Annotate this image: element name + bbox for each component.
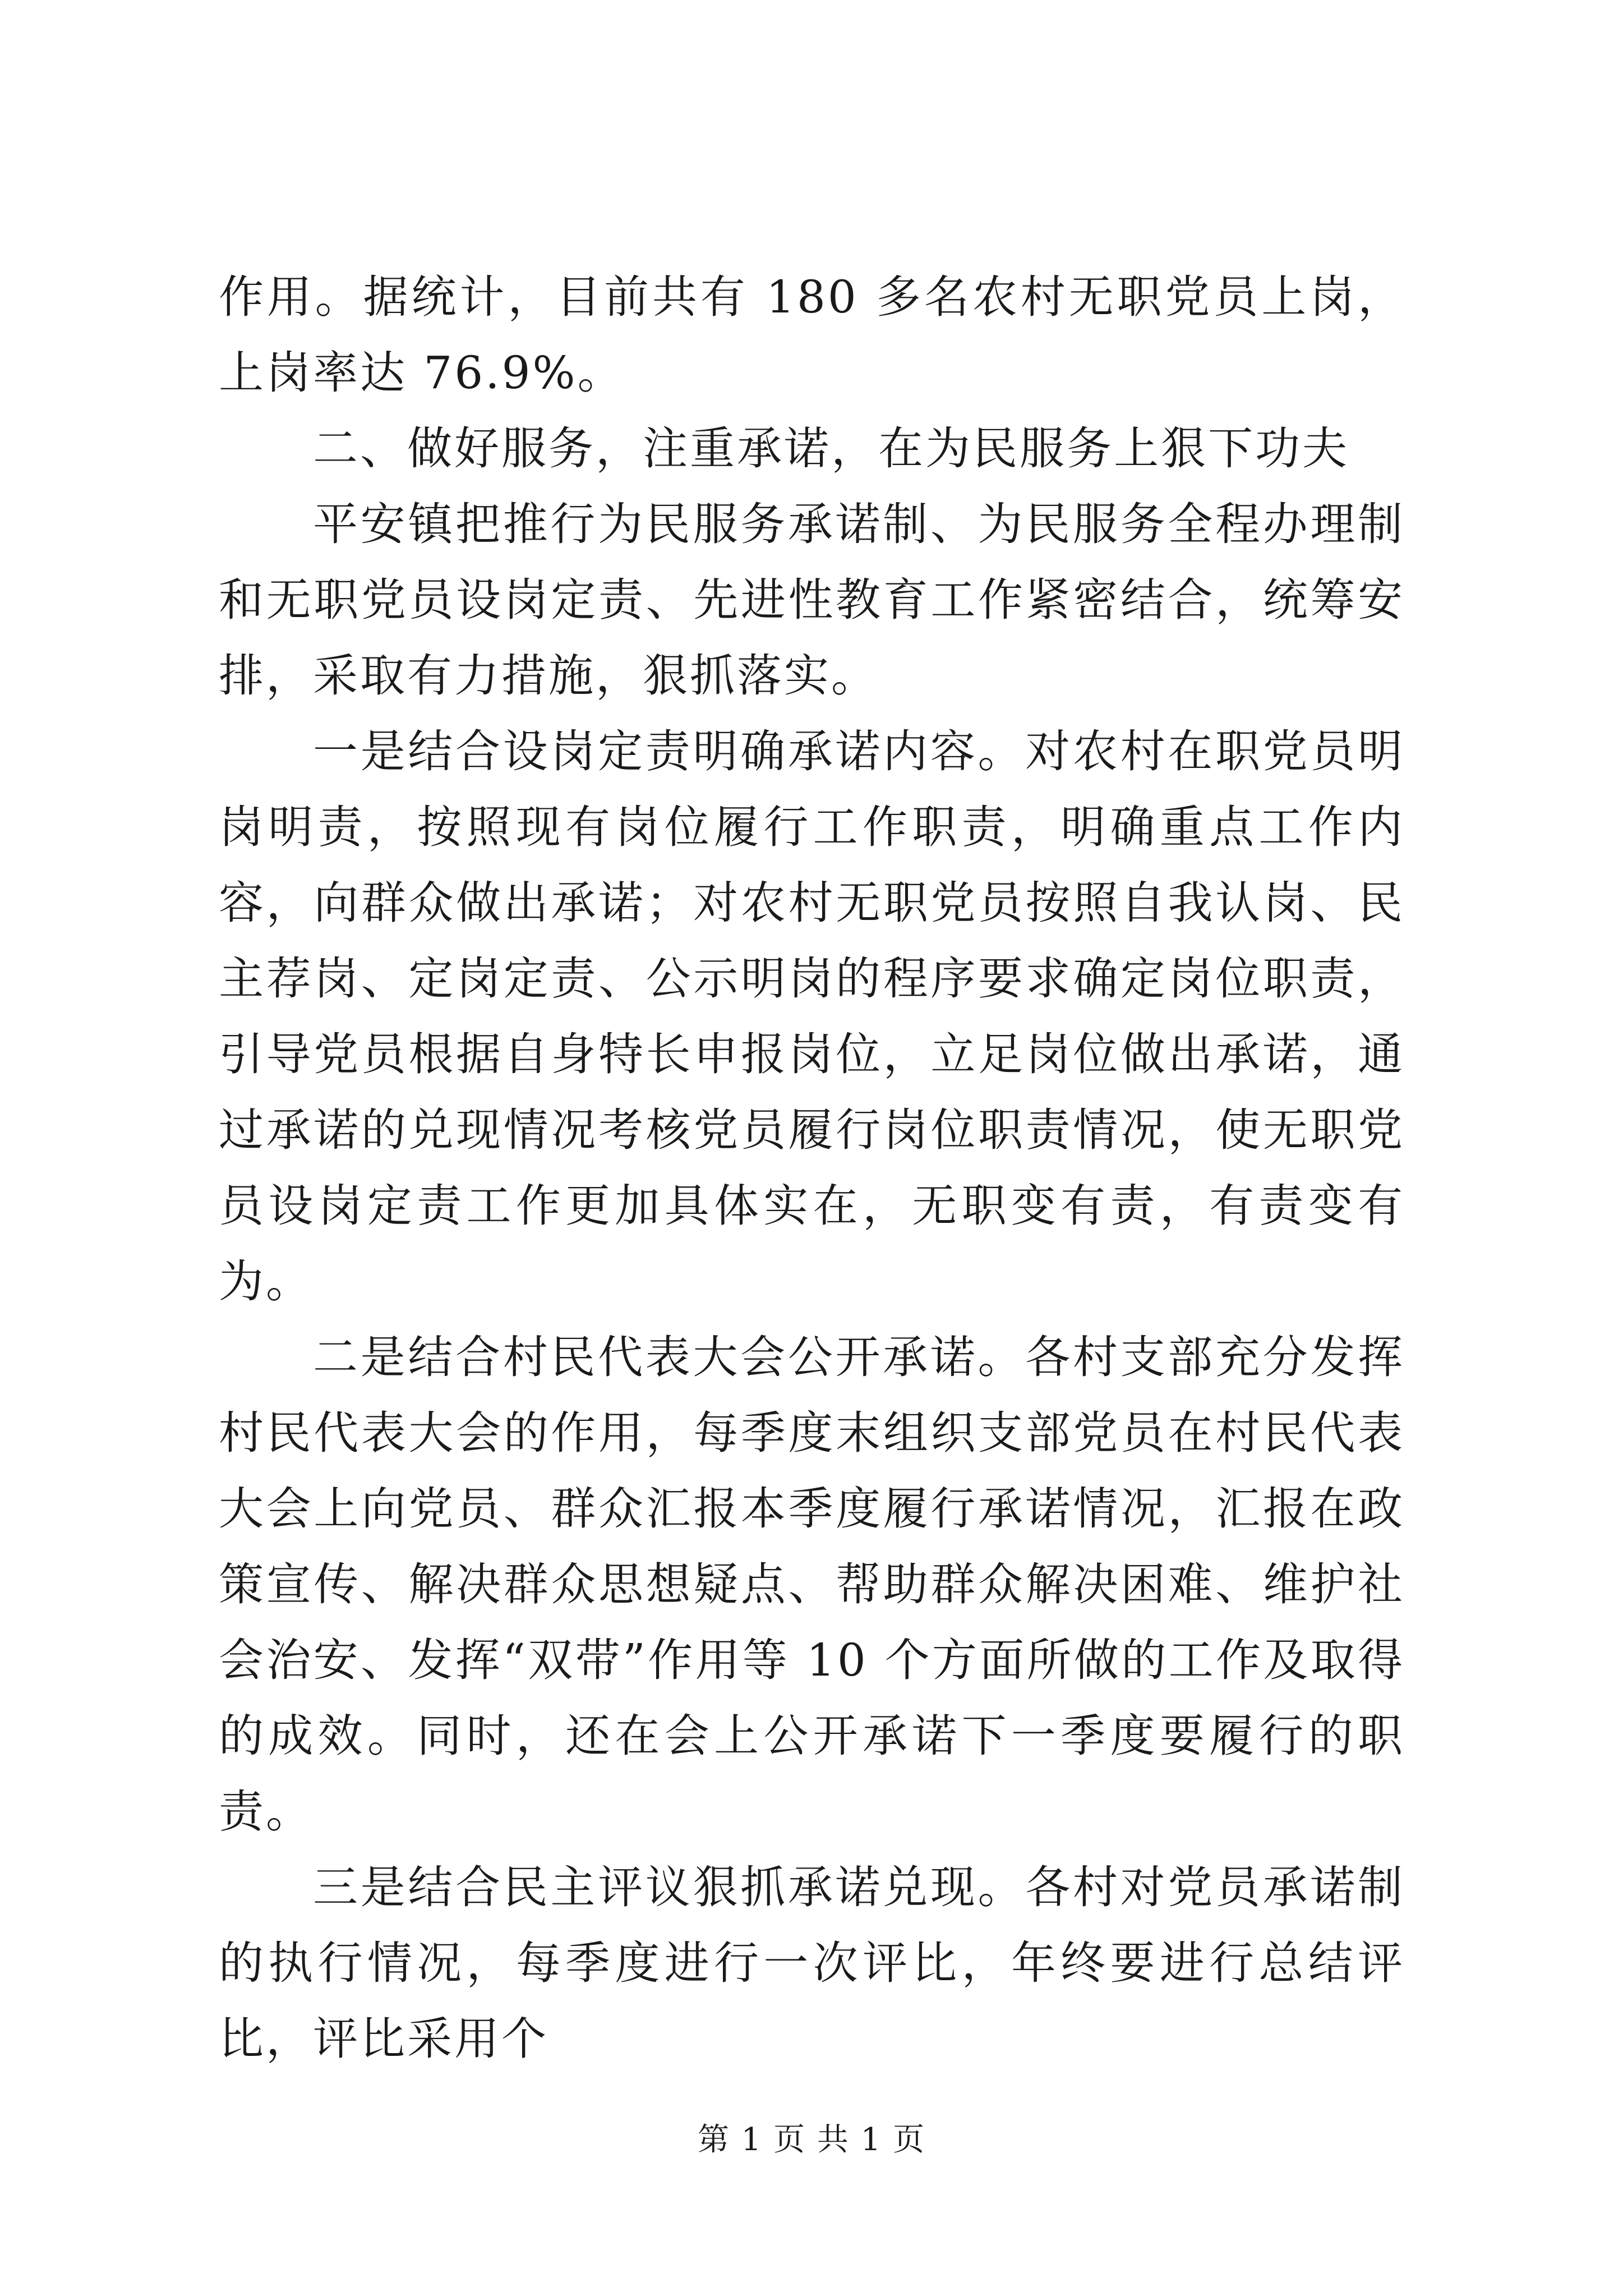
- paragraph-point-two: 二是结合村民代表大会公开承诺。各村支部充分发挥村民代表大会的作用，每季度末组织支部党员在村民代表大会上向党员、群众汇报本季度履行承诺情况，汇报在政策宣传、解决群众思想疑点、帮助群众解决困难、维护社会治安、发挥“双带”作用等 10 个方面所做的工作及取得的成效。同时，还在会上公开承诺下一季度要履行的职责。: [219, 1331, 1405, 1838]
- section-heading: 二、做好服务，注重承诺，在为民服务上狠下功夫: [313, 422, 1349, 475]
- paragraph-point-three: 三是结合民主评议狠抓承诺兑现。各村对党员承诺制的执行情况，每季度进行一次评比，年终要进行总结评比，评比采用个: [219, 1861, 1405, 2065]
- document-body: [219, 259, 1405, 2077]
- paragraph-point-one: 一是结合设岗定责明确承诺内容。对农村在职党员明岗明责，按照现有岗位履行工作职责，明确重点工作内容，向群众做出承诺；对农村无职党员按照自我认岗、民主荐岗、定岗定责、公示明岗的程序要求确定岗位职责，引导党员根据自身特长申报岗位，立足岗位做出承诺，通过承诺的兑现情况考核党员履行岗位职责情况，使无职党员设岗定责工作更加具体实在，无职变有责，有责变有为。: [219, 725, 1405, 1308]
- page-number-footer: 第 1 页 共 1 页: [697, 2122, 926, 2158]
- paragraph-intro: 平安镇把推行为民服务承诺制、为民服务全程办理制和无职党员设岗定责、先进性教育工作紧密结合，统筹安排，采取有力措施，狠抓落实。: [219, 498, 1405, 702]
- paragraph-continuation: 作用。据统计，目前共有 180 多名农村无职党员上岗，上岗率达 76.9%。: [219, 271, 1405, 399]
